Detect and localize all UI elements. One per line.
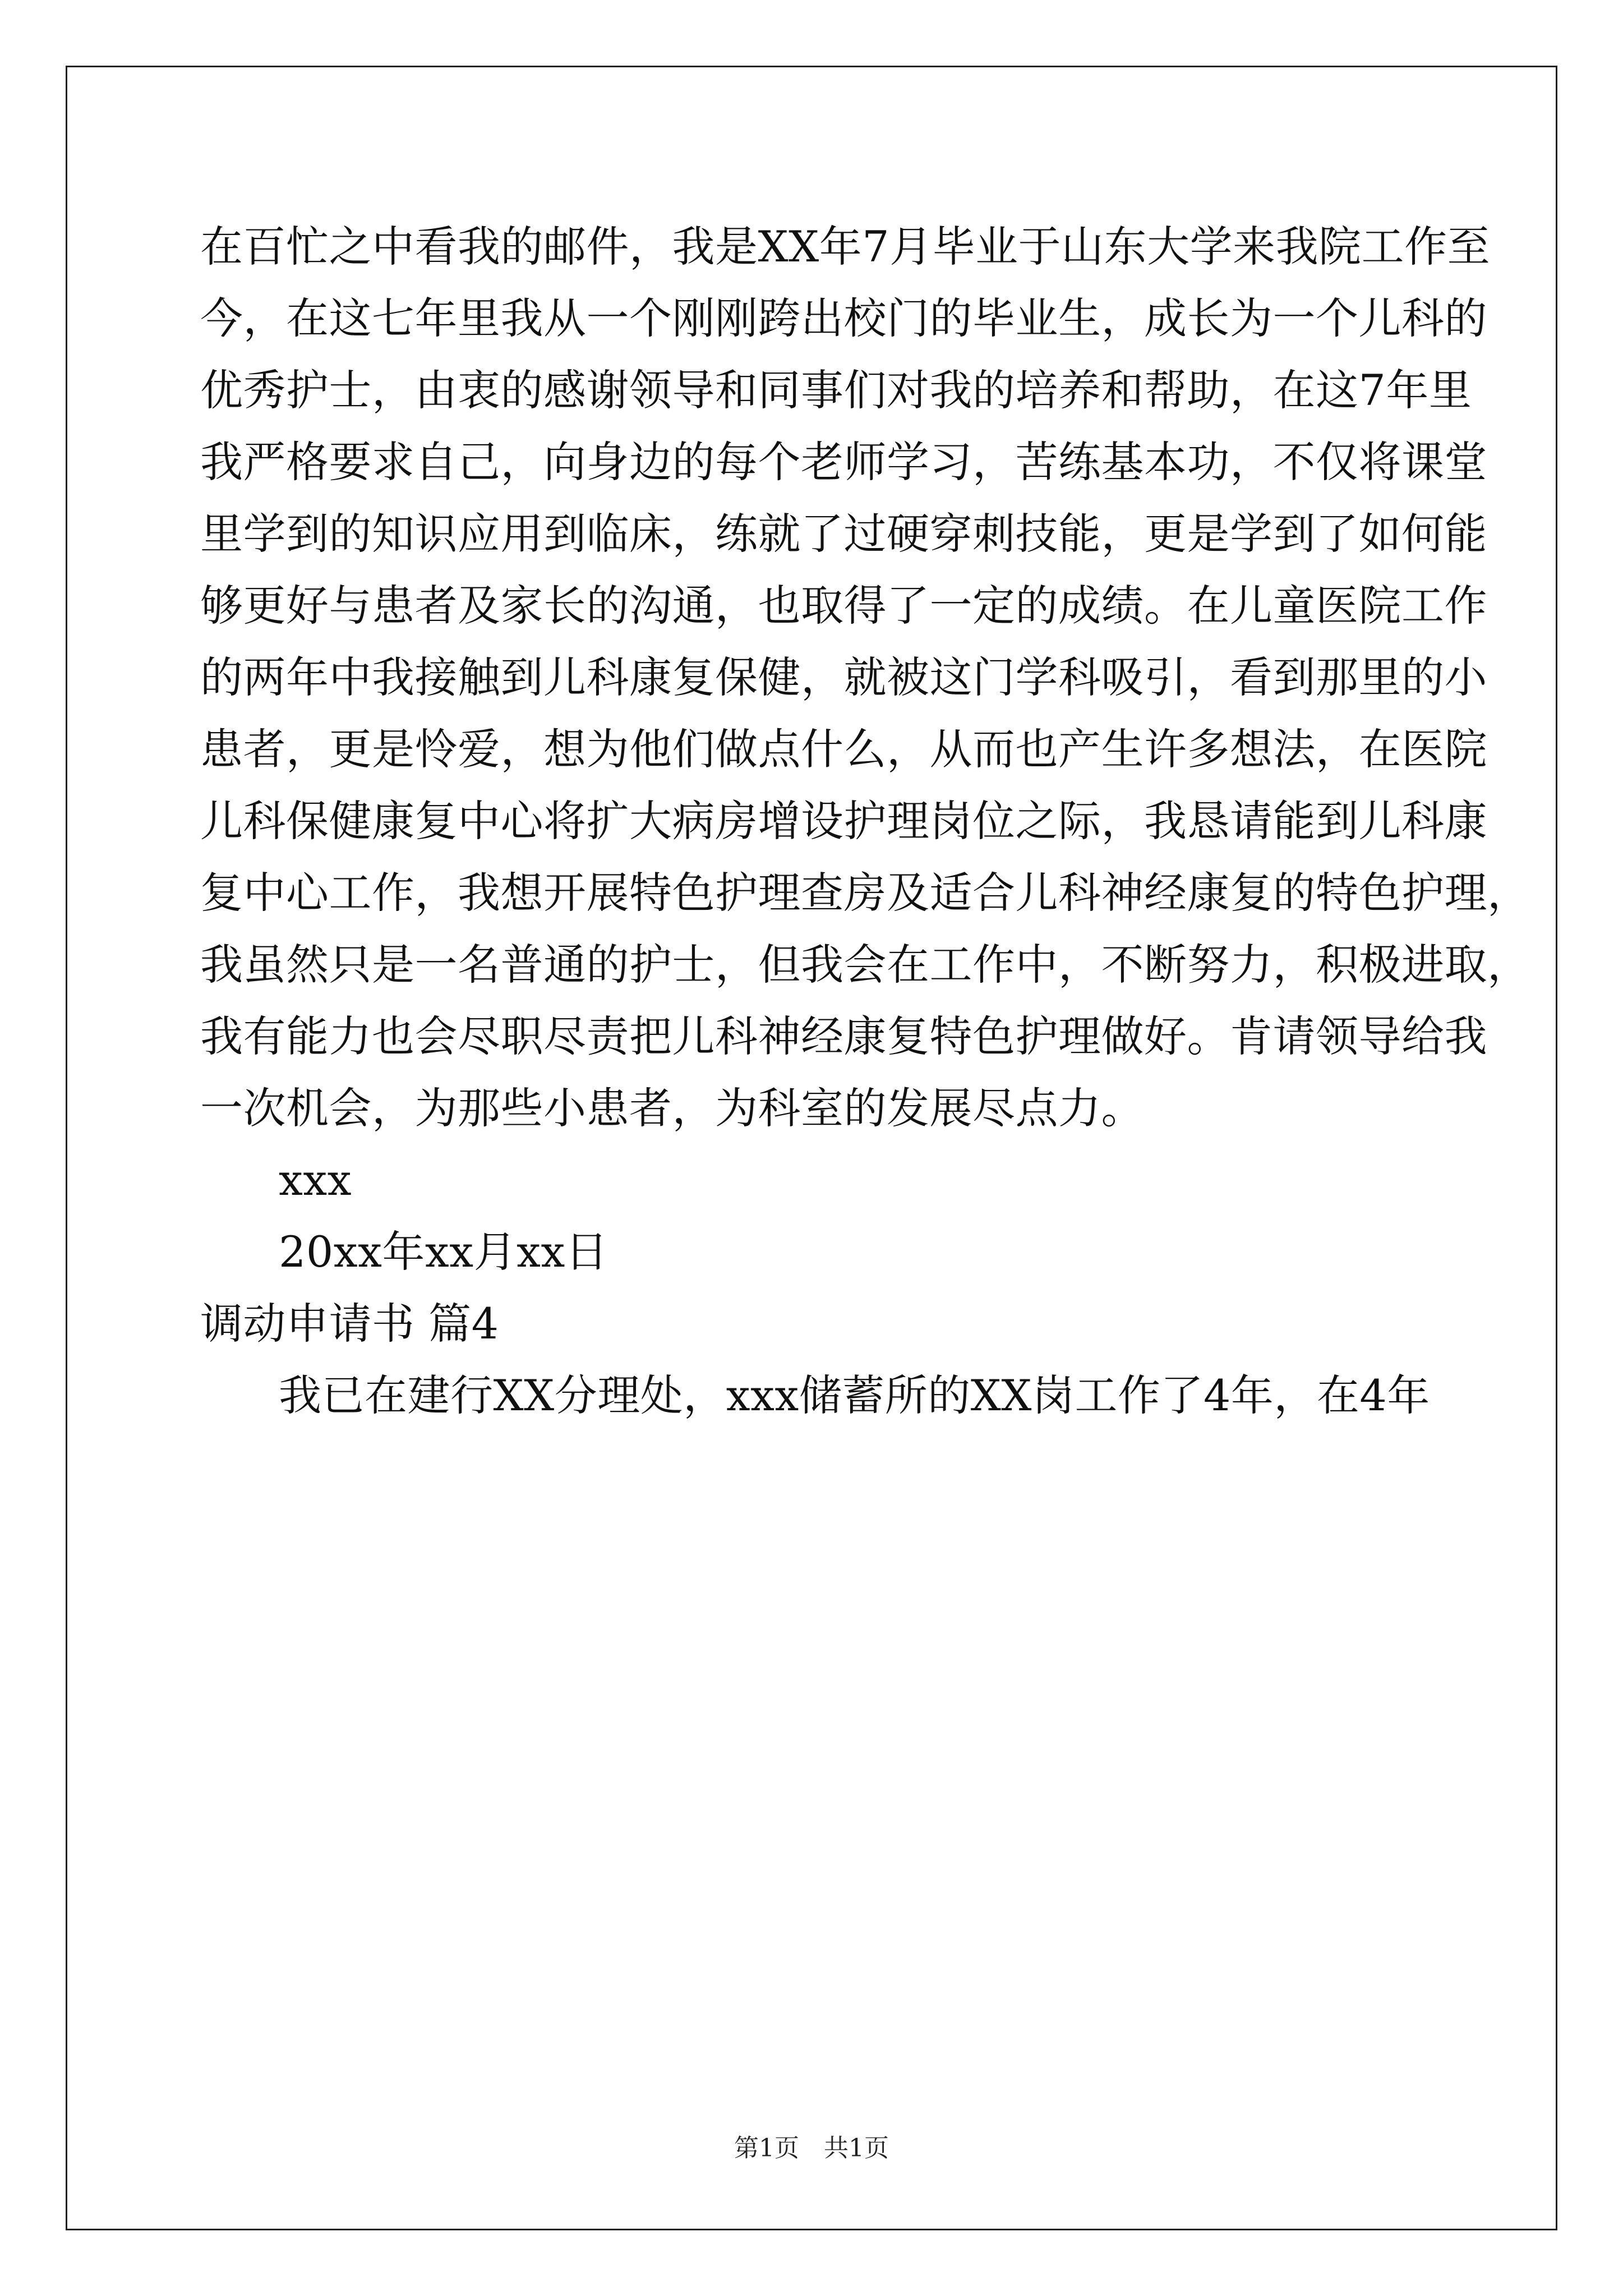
- body-line: 的两年中我接触到儿科康复保健，就被这门学科吸引，看到那里的小: [200, 652, 1487, 702]
- body-line: 患者，更是怜爱，想为他们做点什么，从而也产生许多想法，在医院: [200, 724, 1487, 774]
- paragraph-start: 我已在建行XX分理处，xxx储蓄所的XX岗工作了4年，在4年: [279, 1370, 1430, 1420]
- page-footer: 第1页 共1页: [734, 2134, 889, 2162]
- body-line: 我严格要求自己，向身边的每个老师学习，苦练基本功，不仅将课堂: [200, 437, 1487, 487]
- body-line: 复中心工作，我想开展特色护理查房及适合儿科神经康复的特色护理，: [200, 868, 1530, 918]
- body-line: 儿科保健康复中心将扩大病房增设护理岗位之际，我恳请能到儿科康: [200, 796, 1487, 846]
- body-line: 我有能力也会尽职尽责把儿科神经康复特色护理做好。肯请领导给我: [200, 1011, 1487, 1061]
- body-line: 我虽然只是一名普通的护士，但我会在工作中，不断努力，积极进取，: [200, 940, 1530, 990]
- signature-date: 20xx年xx月xx日: [279, 1227, 608, 1277]
- body-line: 优秀护士，由衷的感谢领导和同事们对我的培养和帮助，在这7年里: [200, 365, 1472, 415]
- body-line: 今，在这七年里我从一个刚刚跨出校门的毕业生，成长为一个儿科的: [200, 293, 1487, 343]
- body-line: 在百忙之中看我的邮件，我是XX年7月毕业于山东大学来我院工作至: [200, 222, 1491, 272]
- signature: xxx: [279, 1155, 352, 1205]
- body-line: 里学到的知识应用到临床，练就了过硬穿刺技能，更是学到了如何能: [200, 509, 1487, 559]
- body-line: 够更好与患者及家长的沟通，也取得了一定的成绩。在儿童医院工作: [200, 581, 1487, 631]
- section-heading: 调动申请书 篇4: [200, 1299, 499, 1349]
- body-line: 一次机会，为那些小患者，为科室的发展尽点力。: [200, 1083, 1144, 1133]
